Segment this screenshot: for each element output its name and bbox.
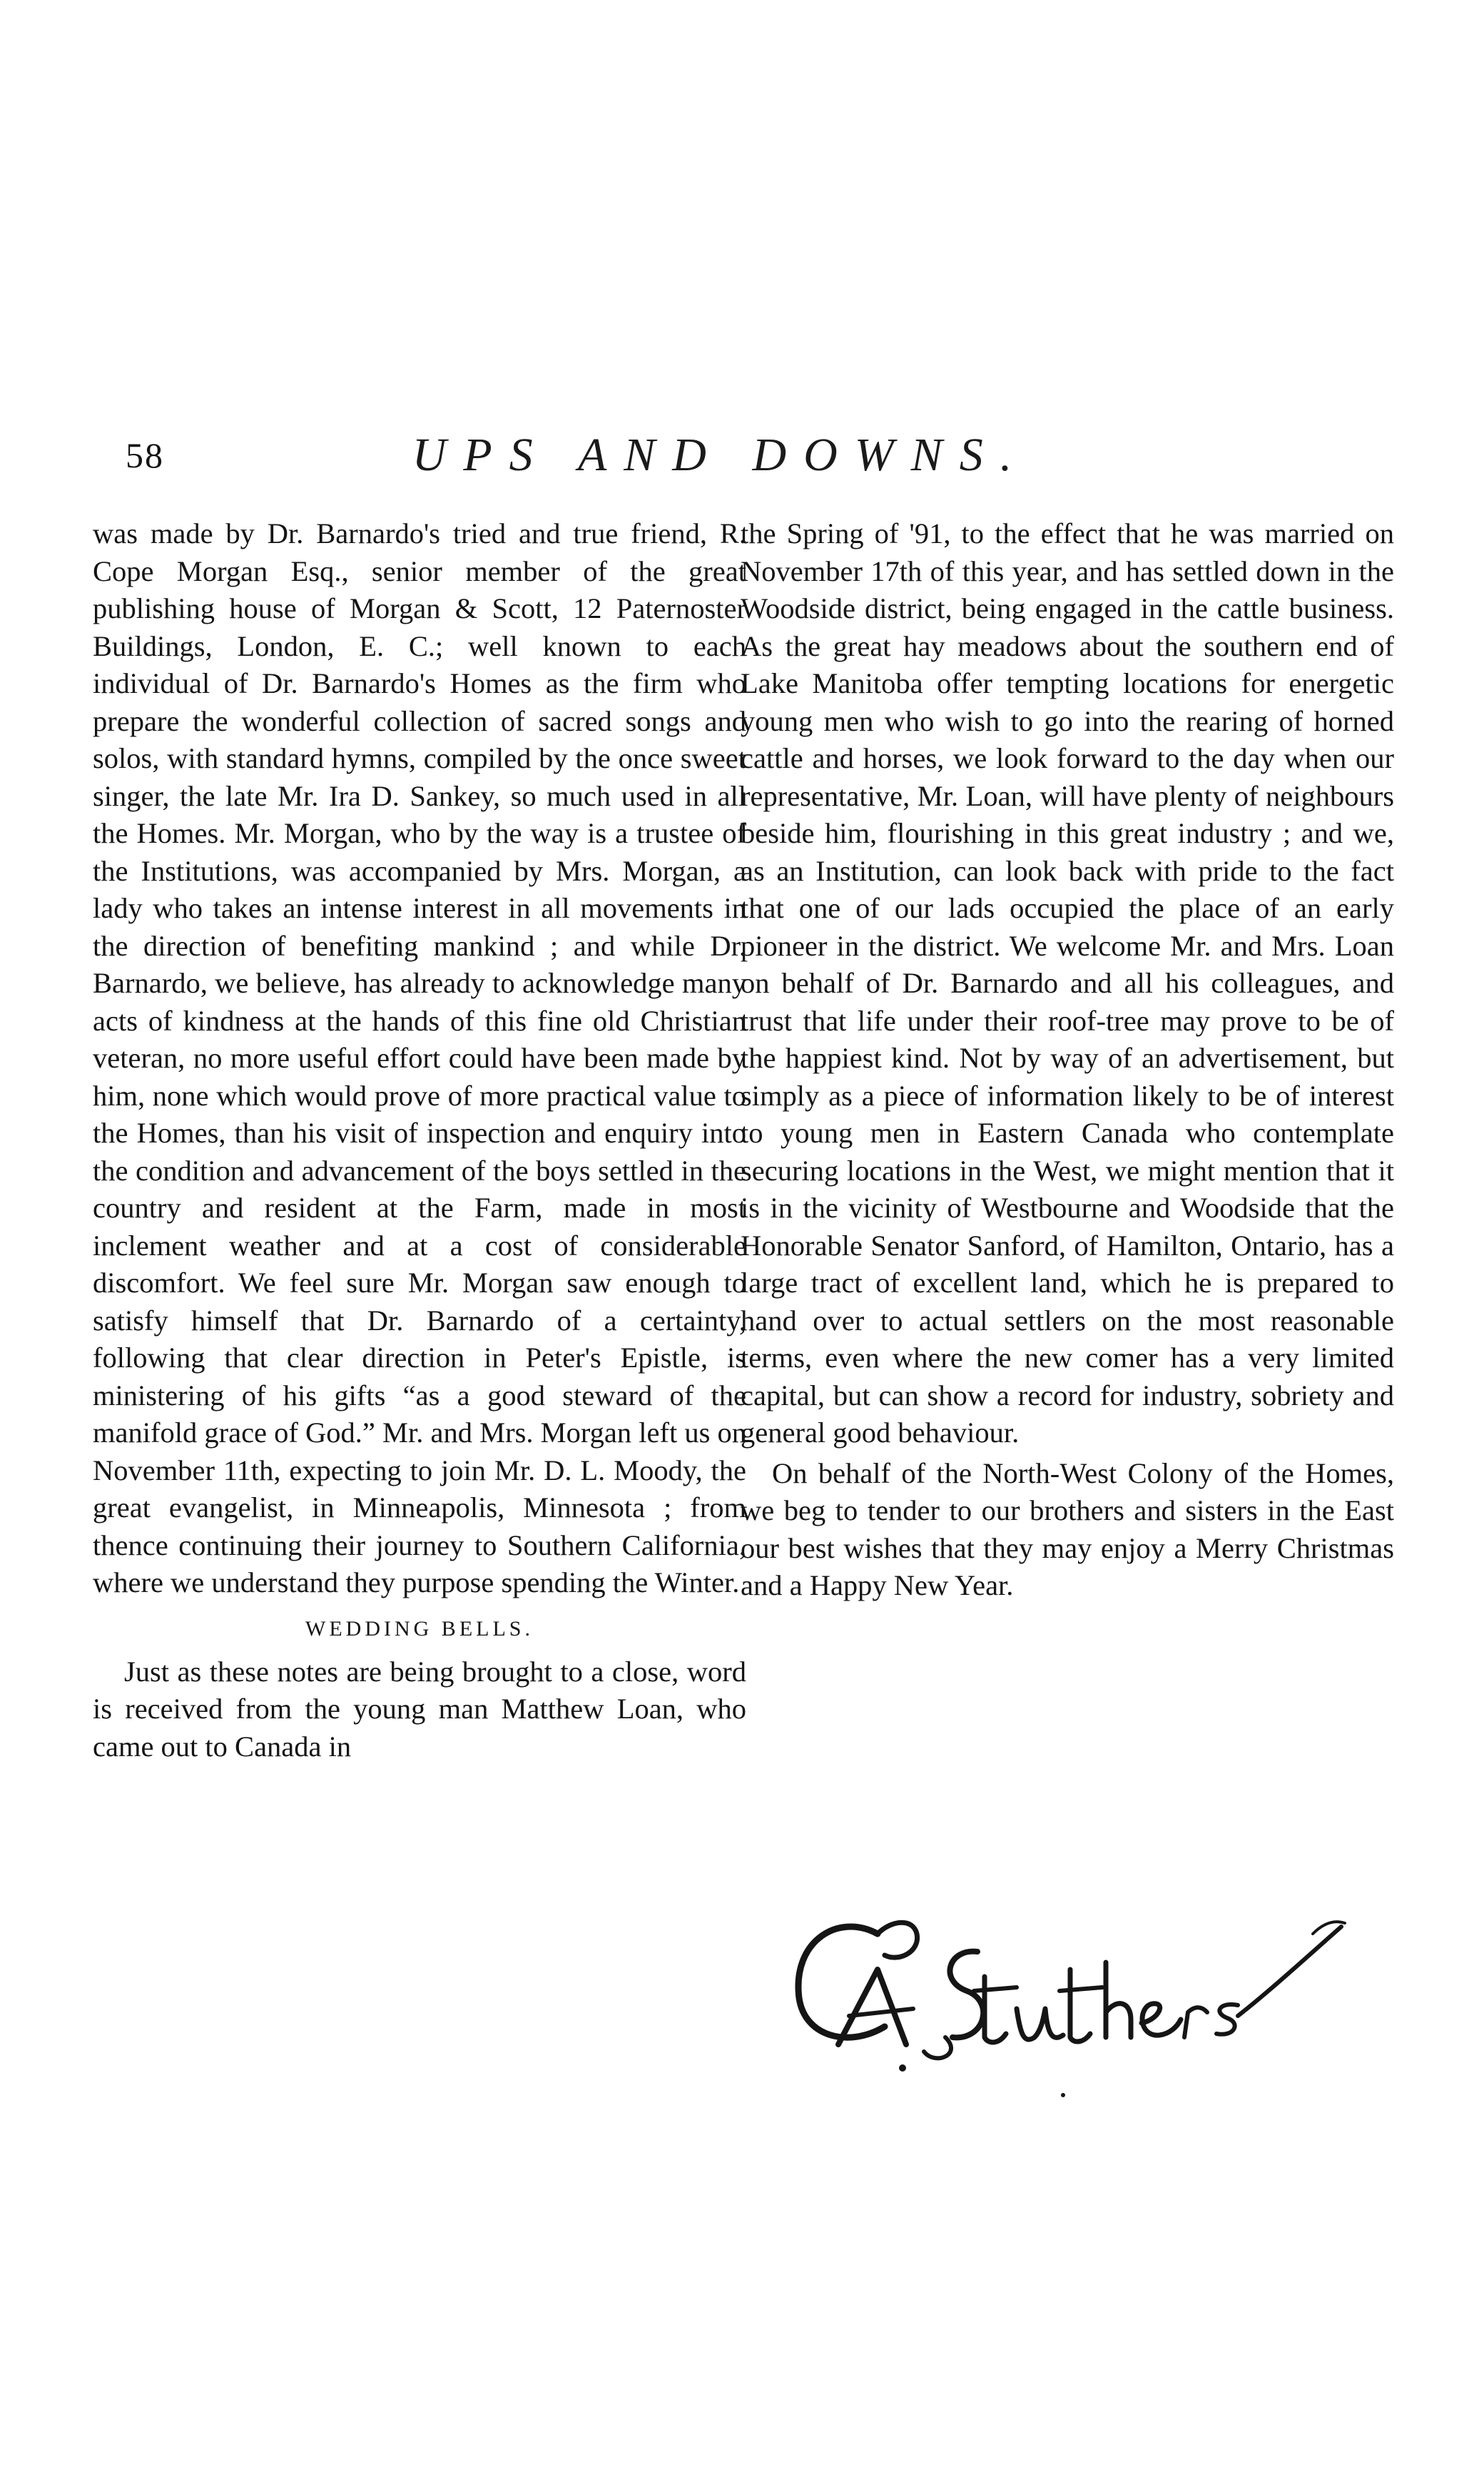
right-column xyxy=(741,515,1394,1605)
left-paragraph-wedding: Just as these notes are being brought to a close, word is received from the young man Matthew Loan, who came out to Canada in xyxy=(93,1655,746,1763)
page-number: 58 xyxy=(126,435,164,475)
left-paragraph-continued: was made by Dr. Barnardo's tried and true friend, R. Cope Morgan Esq., senior member of the great publishing house of Morgan & Scott, 12 Paternoster Buildings, London, E. C.; well known to each individual of Dr. Barnardo's Homes as the firm who prepare the wonderful collection of sacred songs and solos, with standard hymns, compiled by the once sweet singer, the late Mr. Ira D. Sankey, so much used in all the Homes. Mr. Morgan, who by the way is a trustee of the Institutions, was accompanied by Mrs. Morgan, a lady who takes an intense interest in all movements in the direction of benefiting mankind ; and while Dr. Barnardo, we believe, has already to acknowledge many acts of kindness at the hands of this fine old Christian veteran, no more useful effort could have been made by him, none which would prove of more practical value to the Homes, than his visit of inspection and enquiry into the condition and advancement of the boys settled in the country and resident at the Farm, made in most inclement weather and at a cost of considerable discomfort. We feel sure Mr. Morgan saw enough to satisfy himself that Dr. Barnardo of a certainty, following that clear direction in Peter's Epistle, is ministering of his gifts “as a good steward of the manifold grace of God.” Mr. and Mrs. Morgan left us on November 11th, expecting to join Mr. D. L. Moody, the great evangelist, in Minneapolis, Minnesota ; from thence continuing their journey to Southern California, where we understand they purpose spending the Winter. xyxy=(93,517,746,1598)
running-head: UPS AND DOWNS. xyxy=(412,429,1030,481)
signature-drawing xyxy=(771,1884,1356,2098)
left-column xyxy=(93,515,746,1765)
handwritten-signature xyxy=(771,1884,1356,2098)
right-paragraph-continued: the Spring of '91, to the effect that he was married on November 17th of this year, and has settled down in the Woodside district, being engaged in the cattle business. As the great hay meadows about the southern end of Lake Manitoba offer tempting locations for energetic young men who wish to go into the rearing of horned cattle and horses, we look forward to the day when our representative, Mr. Loan, will have plenty of neighbours beside him, flourishing in this great industry ; and we, as an Institution, can look back with pride to the fact that one of our lads occupied the place of an early pioneer in the district. We welcome Mr. and Mrs. Loan on behalf of Dr. Barnardo and all his colleagues, and trust that life under their roof-tree may prove to be of the happiest kind. Not by way of an advertisement, but simply as a piece of information likely to be of interest to young men in Eastern Canada who contemplate securing locations in the West, we might mention that it is in the vicinity of Westbourne and Woodside that the Honorable Senator Sanford, of Hamilton, Ontario, has a large tract of excellent land, which he is prepared to hand over to actual settlers on the most reasonable terms, even where the new comer has a very limited capital, but can show a record for industry, sobriety and general good behaviour. xyxy=(741,517,1394,1449)
section-heading-wedding-bells: WEDDING BELLS. xyxy=(305,1616,534,1641)
right-paragraph-greetings: On behalf of the North-West Colony of the Homes, we beg to tender to our brothers and sisters in the East our best wishes that they may enjoy a Merry Christmas and a Happy New Year. xyxy=(741,1456,1394,1601)
